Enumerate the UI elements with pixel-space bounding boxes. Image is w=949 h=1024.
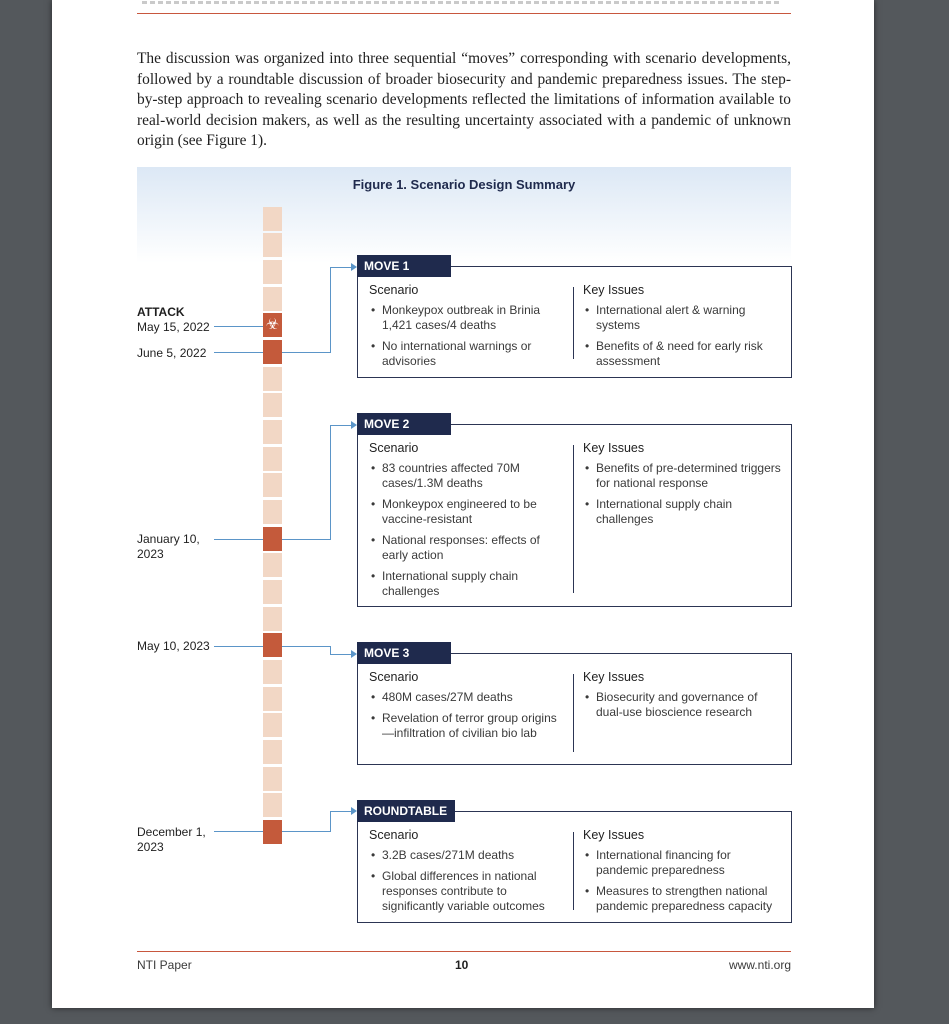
date-label: January 10, 2023 [137,532,200,561]
key-issues-list [583,848,783,914]
scenario-column [369,283,564,375]
footer-website: www.nti.org [728,958,791,972]
timeline-cell [263,767,282,791]
timeline-cell [263,287,282,311]
connector-line [214,326,263,327]
move-3-tag: MOVE 3 [357,642,451,664]
key-issues-list [583,461,783,527]
list-item: • Global differences in national responses contribute to significantly variable outcomes [369,869,564,914]
timeline-cell [263,553,282,577]
column-divider [573,674,574,752]
timeline-cell [263,793,282,817]
timeline-cell [263,473,282,497]
column-divider [573,445,574,593]
connector-line [282,831,330,832]
connector-line [214,646,263,647]
scenario-heading: Scenario [369,828,419,842]
page-number: 10 [455,958,469,972]
scenario-heading: Scenario [369,670,419,684]
move-1-box [357,266,792,378]
timeline-cell [263,580,282,604]
footer-publication: NTI Paper [137,958,192,972]
scenario-list [369,461,564,599]
list-item: • 3.2B cases/271M deaths [369,848,564,863]
key-issues-column [583,670,783,726]
connector-line [330,811,331,832]
key-issues-heading: Key Issues [583,441,645,455]
scenario-list [369,848,564,914]
timeline-cell [263,420,282,444]
connector-line [330,654,351,655]
connector-line [282,539,330,540]
list-item: • Measures to strengthen national pandemic preparedness capacity [583,884,783,914]
move-2-box [357,424,792,607]
timeline-marker-december [263,820,282,844]
timeline-cell [263,740,282,764]
roundtable-box [357,811,792,923]
connector-line [330,811,351,812]
attack-label: ATTACK [137,305,185,319]
timeline-marker-may [263,633,282,657]
timeline-cell [263,447,282,471]
list-item: • International alert & warning systems [583,303,783,333]
timeline-cell [263,260,282,284]
list-item: • Revelation of terror group origins—infiltration of civilian bio lab [369,711,564,741]
timeline-cell [263,713,282,737]
date-label: June 5, 2022 [137,346,207,360]
roundtable-tag: ROUNDTABLE [357,800,455,822]
scenario-list [369,303,564,369]
connector-line [330,425,351,426]
timeline-cell [263,607,282,631]
footer-rule [137,951,791,952]
biohazard-icon: ☣ [263,313,282,337]
list-item: • Benefits of & need for early risk assessment [583,339,783,369]
date-label: December 1, 2023 [137,825,206,854]
scenario-column [369,828,564,920]
connector-line [214,539,263,540]
timeline-cell [263,500,282,524]
scenario-heading: Scenario [369,441,419,455]
date-label: May 10, 2023 [137,639,210,653]
key-issues-column [583,441,783,533]
connector-line [330,267,331,353]
connector-line [330,425,331,540]
list-item: • Benefits of pre-determined triggers for national response [583,461,783,491]
key-issues-list [583,303,783,369]
document-page [52,0,874,1008]
header-rule [137,13,791,14]
timeline-cell [263,660,282,684]
figure-title: Figure 1. Scenario Design Summary [352,177,576,192]
key-issues-list [583,690,783,720]
key-issues-column [583,828,783,920]
intro-paragraph: The discussion was organized into three sequential “moves” corresponding with scenario developments, followed by a roundtable discussion of broader biosecurity and pandemic preparedness issues. The step-by-step approach to revealing scenario developments reflected the limitations of information available to real-world decision makers, as well as the resulting uncertainty associated with a pandemic of unknown origin (see Figure 1). [137,50,791,149]
cut-off-header-text [142,0,782,6]
move-1-tag: MOVE 1 [357,255,451,277]
list-item: • 480M cases/27M deaths [369,690,564,705]
list-item: • Biosecurity and governance of dual-use bioscience research [583,690,783,720]
timeline-cell [263,233,282,257]
list-item: • Monkeypox outbreak in Brinia 1,421 cases/4 deaths [369,303,564,333]
timeline-marker-june [263,340,282,364]
timeline-cell [263,367,282,391]
move-3-box [357,653,792,765]
key-issues-heading: Key Issues [583,828,645,842]
list-item: • International financing for pandemic preparedness [583,848,783,878]
list-item: • 83 countries affected 70M cases/1.3M deaths [369,461,564,491]
list-item: • International supply chain challenges [369,569,564,599]
timeline-marker-january [263,527,282,551]
scenario-column [369,441,564,605]
key-issues-column [583,283,783,375]
timeline-cell [263,393,282,417]
list-item: • International supply chain challenges [583,497,783,527]
column-divider [573,832,574,910]
list-item: • Monkeypox engineered to be vaccine-resistant [369,497,564,527]
connector-line [282,646,330,647]
list-item: • National responses: effects of early action [369,533,564,563]
connector-line [330,267,351,268]
key-issues-heading: Key Issues [583,670,645,684]
connector-line [282,352,330,353]
timeline-cell [263,687,282,711]
date-label: May 15, 2022 [137,320,210,334]
scenario-heading: Scenario [369,283,419,297]
key-issues-heading: Key Issues [583,283,645,297]
scenario-column [369,670,564,747]
scenario-list [369,690,564,741]
column-divider [573,287,574,359]
move-2-tag: MOVE 2 [357,413,451,435]
list-item: • No international warnings or advisories [369,339,564,369]
connector-line [330,646,331,654]
connector-line [214,831,263,832]
connector-line [214,352,263,353]
timeline-cell [263,207,282,231]
